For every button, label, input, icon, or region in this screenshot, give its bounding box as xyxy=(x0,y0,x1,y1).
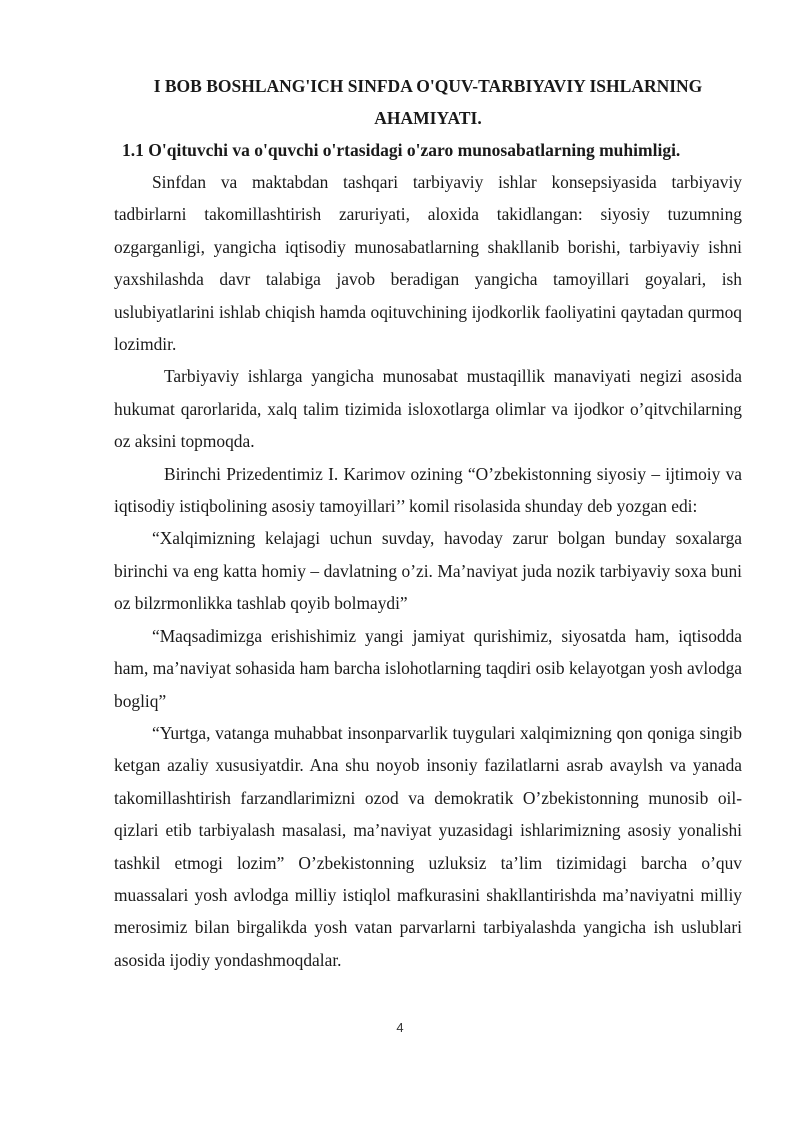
document-page xyxy=(114,70,742,976)
page-number: 4 xyxy=(396,1020,404,1035)
paragraph-1: Sinfdan va maktabdan tashqari tarbiyaviy ishlar konsepsiyasida tarbiyaviy tadbirlarni takomillashtirish zaruriyati, aloxida takidlangan: siyosiy tuzumning ozgarganligi, yangicha iqtisodiy munosabatlarning shakllanib borishi, tarbiyaviy ishni yaxshilashda davr talabiga javob beradigan yangicha tamoyillari goyalari, ish uslubiyatlarini ishlab chiqish hamda oqituvchining ijodkorlik faoliyatini qaytadan qurmoq lozimdir. xyxy=(114,172,742,355)
quote-paragraph-2: “Maqsadimizga erishishimiz yangi jamiyat qurishimiz, siyosatda ham, iqtisodda ham, ma’naviyat sohasida ham barcha islohotlarning taqdiri osib kelayotgan yosh avlodga bogliq” xyxy=(114,625,742,711)
paragraph-3: Birinchi Prizedentimiz I. Karimov ozining “O’zbekistonning siyosiy – ijtimoiy va iqtisodiy istiqbolining asosiy tamoyillari’’ komil risolasida shunday deb yozgan edi: xyxy=(114,463,742,517)
quote-paragraph-3: “Yurtga, vatanga muhabbat insonparvarlik tuygulari xalqimizning qon qoniga singib ketgan azaliy xususiyatdir. Ana shu noyob insoniy fazilatlarni asrab avaylsh va yanada takomillashtirish farzandlarimizni ozod va demokratik O’zbekistonning munosib oil-qizlari etib tarbiyalash masalasi, ma’naviyat yuzasidagi ishlarimizning asosiy yonalishi tashkil etmogi lozim” O’zbekistonning uzluksiz ta’lim tizimidagi barcha o’quv muassalari yosh avlodga milliy istiqlol mafkurasini shakllantirishda ma’naviyatni milliy merosimiz bilan birgalikda yosh vatan parvarlarni tarbiyalashda yangicha ish uslublari asosida ijodiy yondashmoqdalar. xyxy=(114,722,742,970)
paragraph-2: Tarbiyaviy ishlarga yangicha munosabat mustaqillik manaviyati negizi asosida hukumat qarorlarida, xalq talim tizimida isloxotlarga olimlar va ijodkor o’qitvchilarning oz aksini topmoqda. xyxy=(114,366,742,452)
section-title: 1.1 O'qituvchi va o'quvchi o'rtasidagi o'zaro munosabatlarning muhimligi. xyxy=(122,140,681,160)
chapter-title: I BOB BOSHLANG'ICH SINFDA O'QUV-TARBIYAVIY ISHLARNING AHAMIYATI. xyxy=(153,76,703,128)
quote-paragraph-1: “Xalqimizning kelajagi uchun suvday, havoday zarur bolgan bunday soxalarga birinchi va eng katta homiy – davlatning o’zi. Ma’naviyat juda nozik tarbiyaviy soxa buni oz bilzrmonlikka tashlab qoyib bolmaydi” xyxy=(114,528,742,614)
